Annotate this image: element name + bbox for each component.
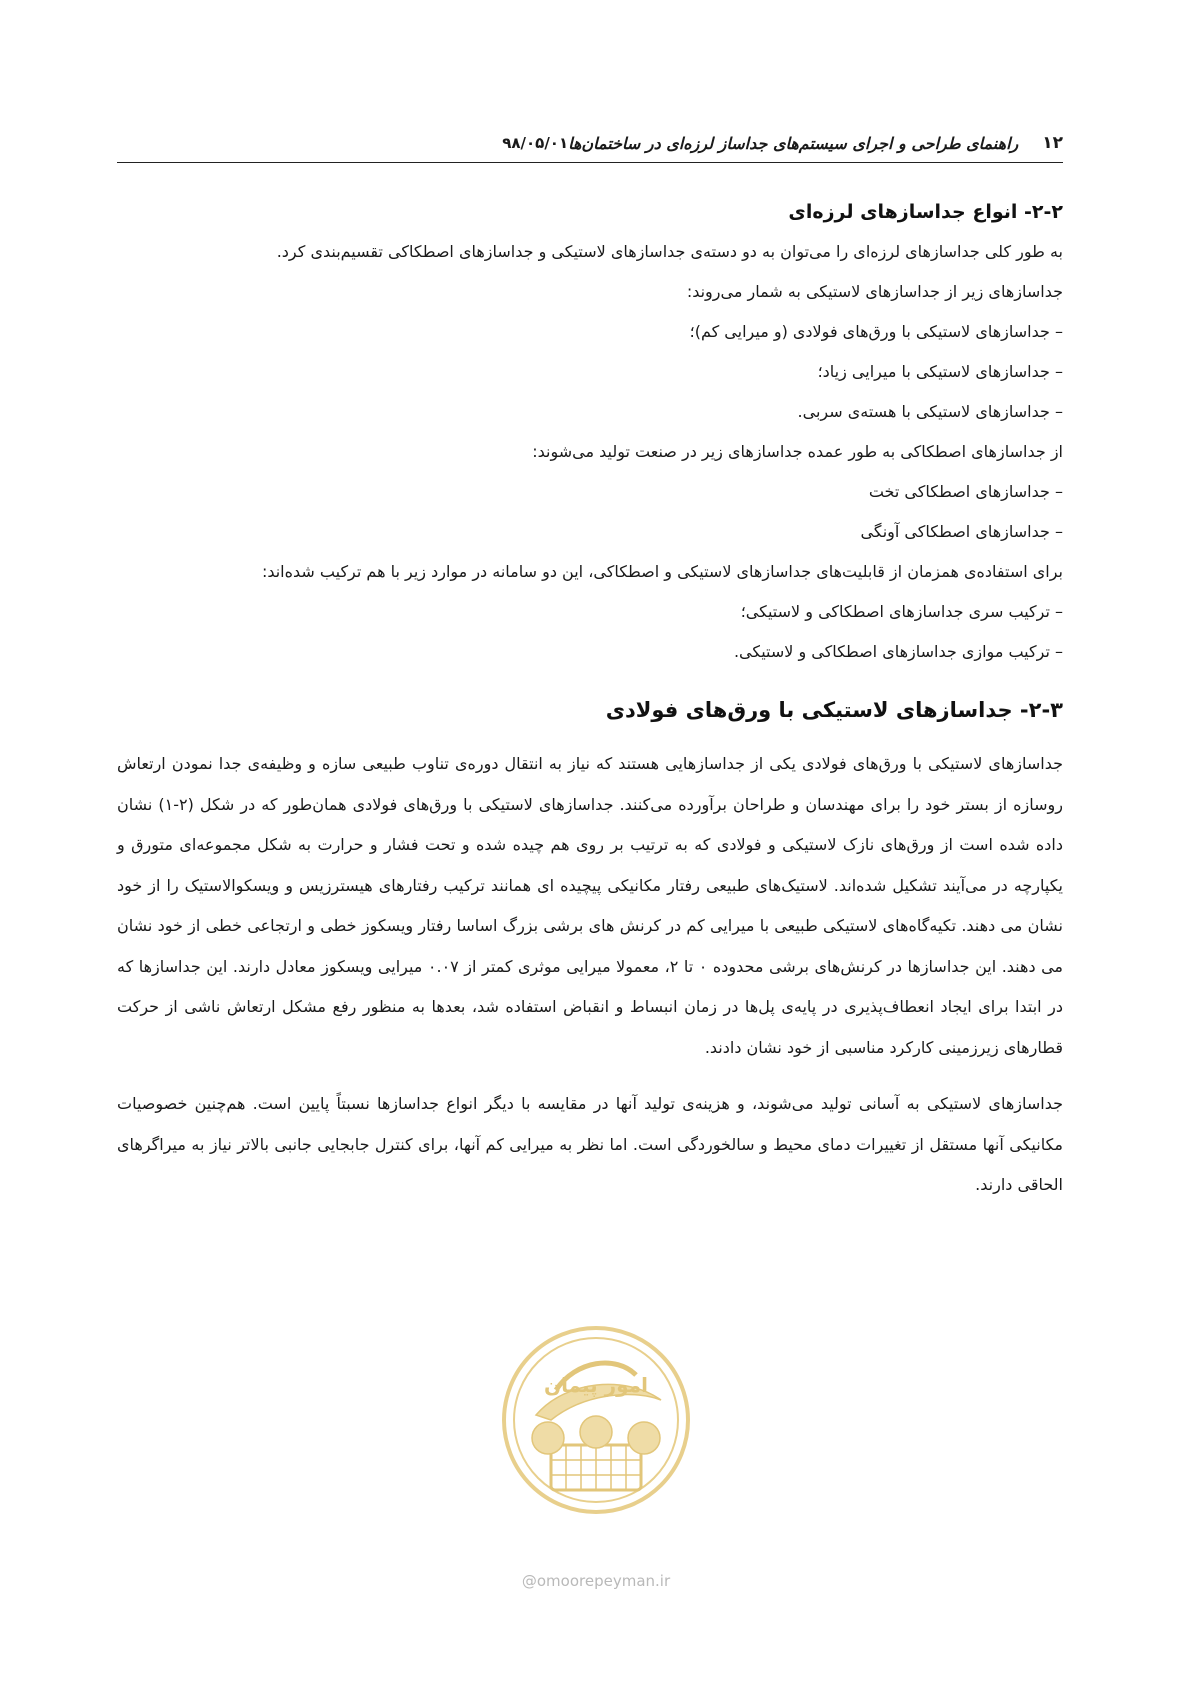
page-number: ۱۲: [1042, 133, 1063, 153]
watermark-site: @omoorepeyman.ir: [521, 1572, 671, 1590]
watermark-logo: [496, 1320, 696, 1520]
list-item: – جداسازهای لاستیکی با هسته‌ی سربی.: [797, 402, 1063, 421]
logo-lettering: امور پیمان: [544, 1373, 648, 1397]
list-item: – جداسازهای لاستیکی با ورق‌های فولادی (و میرایی کم)؛: [689, 322, 1063, 341]
body-paragraph: جداسازهای لاستیکی به آسانی تولید می‌شوند، و هزینه‌ی تولید آنها در مقایسه با دیگر انواع جداسازها نسبتاً پایین است. هم‌چنین خصوصیات مکانیکی آنها مستقل از تغییرات دمای محیط و سالخوردگی است. اما نظر به میرایی کم آنها، برای کنترل جابجایی جانبی بالاتر نیاز به میراگرهای الحاقی دارند.: [117, 1094, 1063, 1194]
text-line: از جداسازهای اصطکاکی به طور عمده جداسازهای زیر در صنعت تولید می‌شوند:: [532, 442, 1063, 461]
header-date: ۹۸/۰۵/۰۱: [502, 134, 569, 152]
header-rule: [117, 162, 1063, 163]
list-item: – جداسازهای اصطکاکی تخت: [868, 482, 1063, 501]
body-paragraph: جداسازهای لاستیکی با ورق‌های فولادی یکی از جداسازهایی هستند که نیاز به انتقال دوره‌ی تناوب طبیعی سازه و وظیفه‌ی جدا نمودن ارتعاش روسازه از بستر خود را برای مهندسان و طراحان برآورده می‌کنند. جداسازهای لاستیکی با ورق‌های فولادی همان‌طور که در شکل (۲-۱) نشان داده شده است از ورق‌های نازک لاستیکی و فولادی که به ترتیب بر روی هم چیده شده و تحت فشار و حرارت به شکل مجموعه‌ای متورق و یکپارچه در می‌آیند تشکیل شده‌اند. لاستیک‌های طبیعی رفتار مکانیکی پیچیده ای همانند ترکیب رفتارهای هیسترزیس و ویسکوالاستیک را از خود نشان می دهند. تکیه‌گاه‌های لاستیکی طبیعی با میرایی کم در کرنش های برشی بزرگ اساسا رفتار ویسکوز خطی و ارتجاعی خطی از خود نشان می دهند. این جداسازها در کرنش‌های برشی محدوده ۰ تا ۲، معمولا میرایی موثری کمتر از ۰.۰۷ میرایی ویسکوز معادل دارند. این جداسازها که در ابتدا برای ایجاد انعطاف‌پذیری در پایه‌ی پل‌ها در زمان انبساط و انقباض استفاده شد، بعدها به منظور رفع مشکل ارتعاش ناشی از حرکت قطارهای زیرزمینی کارکرد مناسبی از خود نشان دادند.: [117, 754, 1063, 1057]
header-title: راهنمای طراحی و اجرای سیستم‌های جداساز لرزه‌ای در ساختمان‌ها: [568, 133, 1019, 153]
section-2-2-lines: [117, 232, 1063, 672]
list-item: – جداسازهای لاستیکی با میرایی زیاد؛: [817, 362, 1063, 381]
text-line: جداسازهای زیر از جداسازهای لاستیکی به شمار می‌روند:: [686, 282, 1063, 301]
text-line: برای استفاده‌ی همزمان از قابلیت‌های جداسازهای لاستیکی و اصطکاکی، این دو سامانه در موارد زیر با هم ترکیب شده‌اند:: [261, 562, 1063, 581]
page-body: [117, 190, 1063, 1222]
list-item: – ترکیب موازی جداسازهای اصطکاکی و لاستیکی.: [733, 642, 1063, 661]
list-item: – ترکیب سری جداسازهای اصطکاکی و لاستیکی؛: [740, 602, 1063, 621]
text-line: به طور کلی جداسازهای لرزه‌ای را می‌توان به دو دسته‌ی جداسازهای لاستیکی و جداسازهای اصطکاکی تقسیم‌بندی کرد.: [276, 242, 1063, 261]
section-heading-2-3: ۲-۳- جداسازهای لاستیکی با ورق‌های فولادی: [605, 698, 1063, 722]
section-heading-2-2: ۲-۲- انواع جداسازهای لرزه‌ای: [788, 201, 1063, 223]
list-item: – جداسازهای اصطکاکی آونگی: [860, 522, 1063, 541]
running-header: [117, 128, 1063, 158]
